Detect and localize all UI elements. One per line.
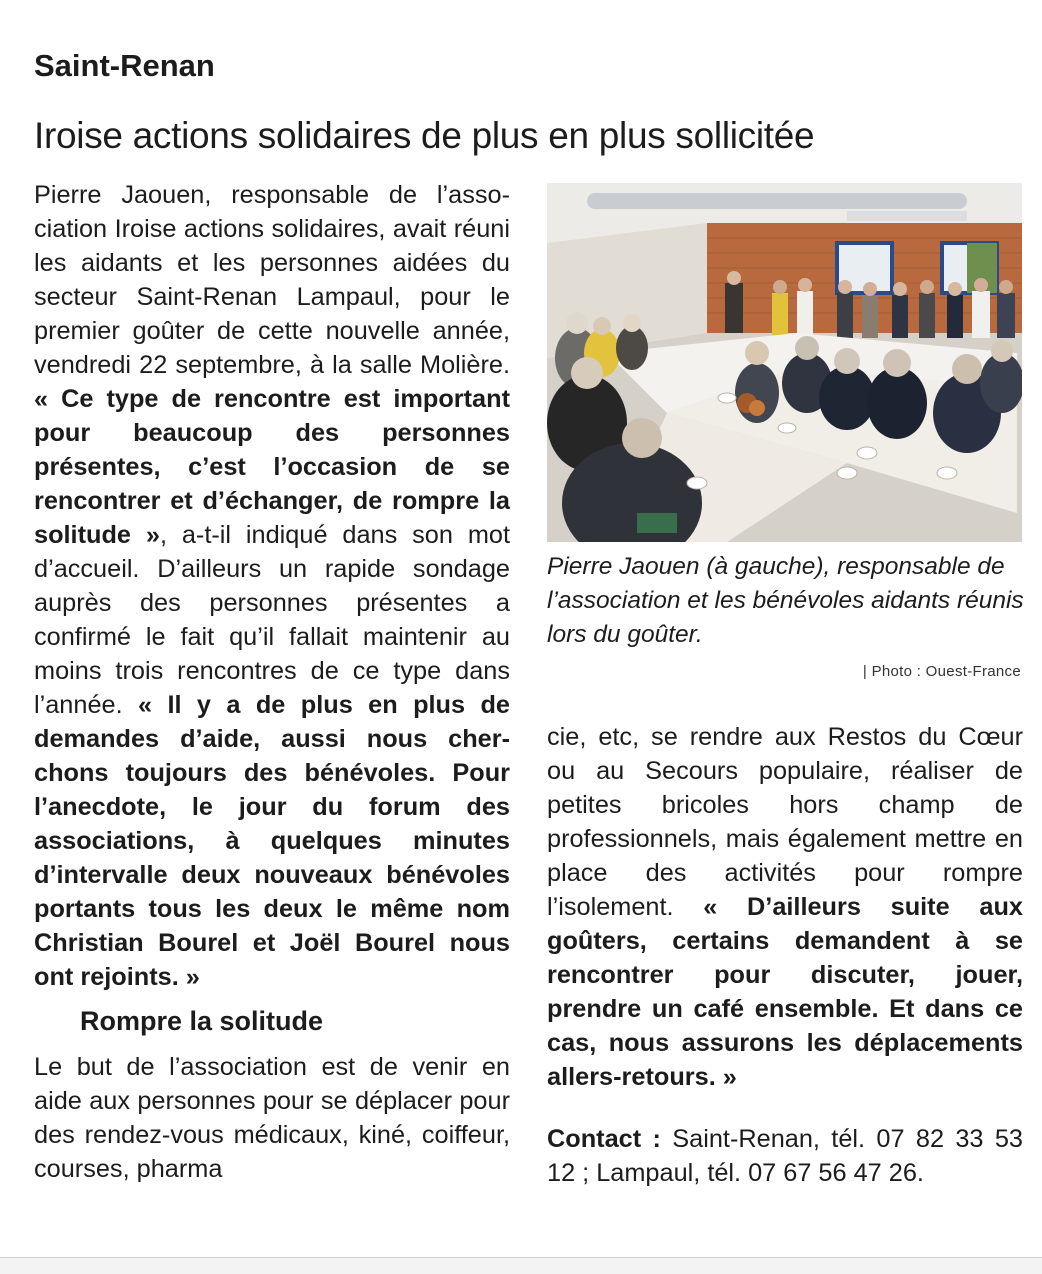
section-subhead: Rompre la solitude bbox=[80, 1006, 324, 1036]
article-photo bbox=[547, 183, 1022, 542]
quote-two: « Il y a de plus en plus de demandes d’aide, aussi nous cherchons toujours des bénévoles. Pour l’anecdote, le jour du forum des associations, à quelques minutes d’intervalle deux nouveaux bénévoles portants tous les deux le même nom Christian Bourel et Joël Bourel nous ont rejoints. » bbox=[34, 691, 510, 991]
paragraph-purpose: Le but de l’association est de venir en aide aux personnes pour se déplacer pour des rendez-vous médicaux, kiné, coiffeur, courses, pharma bbox=[34, 1053, 510, 1183]
article-kicker: Saint-Renan bbox=[34, 48, 215, 83]
intro-text: Pierre Jaouen, responsable de l’association Iroise actions solidaires, avait réuni les aidants et les personnes aidées du secteur Saint-Renan Lampaul, pour le premier goûter de cette nouvelle année, vendredi 22 septembre, à la salle Molière. bbox=[34, 181, 510, 379]
contact-label: Contact : bbox=[547, 1125, 661, 1153]
paragraph-activities bbox=[547, 720, 1023, 1094]
photo-illustration bbox=[547, 183, 1022, 542]
article-headline: Iroise actions solidaires de plus en plus sollicitée bbox=[34, 115, 815, 156]
quote-one: « Ce type de rencontre est important pour beaucoup des personnes présentes, c’est l’occasion de se rencontrer et d’échanger, de rompre la solitude » bbox=[34, 385, 510, 549]
article-column-right bbox=[547, 720, 1023, 1190]
paragraph-intro bbox=[34, 178, 510, 994]
activities-text: cie, etc, se rendre aux Restos du Cœur ou au Secours populaire, réaliser de petites bricoles hors champ de professionnels, mais également mettre en place des activités pour rompre l’isolement. bbox=[547, 723, 1023, 921]
intro-text-cont: , a-t-il indiqué dans son mot d’accueil. D’ailleurs un rapide sondage auprès des personnes présentes a confirmé le fait qu’il fallait maintenir au moins trois rencontres de ce type dans l’année. bbox=[34, 521, 510, 719]
paragraph-contact bbox=[547, 1122, 1023, 1190]
photo-caption: Pierre Jaouen (à gauche), responsable de l’association et les bénévoles aidants réunis lors du goûter. bbox=[547, 553, 1024, 648]
article-column-left bbox=[34, 178, 510, 1186]
photo-credit: | Photo : Ouest-France bbox=[862, 663, 1021, 680]
quote-three: « D’ailleurs suite aux goûters, certains demandent à se rencontrer pour discuter, jouer, prendre un café ensemble. Et dans ce cas, nous assurons les déplacements allers-retours. » bbox=[547, 893, 1023, 1091]
contact-text: Saint-Renan, tél. 07 82 33 53 12 ; Lampaul, tél. 07 67 56 47 26. bbox=[547, 1125, 1023, 1187]
bottom-band bbox=[0, 1258, 1042, 1274]
